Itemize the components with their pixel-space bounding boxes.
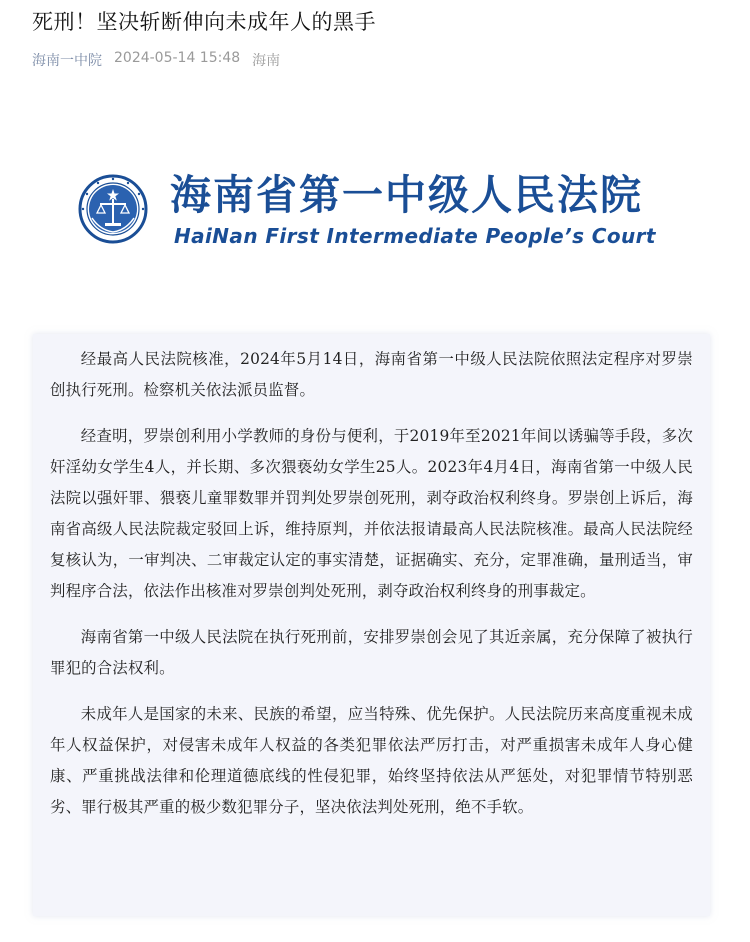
article-date: 2024-05-14 15:48 xyxy=(114,50,241,66)
article-title: 死刑！坚决斩断伸向未成年人的黑手 xyxy=(32,10,376,34)
article-body xyxy=(33,334,710,916)
article-paragraph: 经最高人民法院核准，2024年5月14日，海南省第一中级人民法院依照法定程序对罗崇创执行死刑。检察机关依法派员监督。 xyxy=(50,350,693,399)
court-banner xyxy=(78,170,656,260)
article-paragraph: 未成年人是国家的未来、民族的希望，应当特殊、优先保护。人民法院历来高度重视未成年人权益保护，对侵害未成年人权益的各类犯罪依法严厉打击，对严重损害未成年人身心健康、严重挑战法律和伦理道德底线的性侵犯罪，始终坚持依法从严惩处，对犯罪情节特别恶劣、罪行极其严重的极少数犯罪分子，坚决依法判处死刑，绝不手软。 xyxy=(50,705,693,816)
court-name-en: HaiNan First Intermediate People’s Court xyxy=(174,224,656,248)
article-paragraph: 海南省第一中级人民法院在执行死刑前，安排罗崇创会见了其近亲属，充分保障了被执行罪犯的合法权利。 xyxy=(50,628,693,677)
article-meta xyxy=(32,50,280,70)
article-paragraph: 经查明，罗崇创利用小学教师的身份与便利，于2019年至2021年间以诱骗等手段，多次奸淫幼女学生4人，并长期、多次猥亵幼女学生25人。2023年4月4日，海南省第一中级人民法院以强奸罪、猥亵儿童罪数罪并罚判处罗崇创死刑，剥夺政治权利终身。罗崇创上诉后，海南省高级人民法院裁定驳回上诉，维持原判，并依法报请最高人民法院核准。最高人民法院经复核认为，一审判决、二审裁定认定的事实清楚，证据确实、充分，定罪准确，量刑适当，审判程序合法，依法作出核准对罗崇创判处死刑，剥夺政治权利终身的刑事裁定。 xyxy=(50,427,693,600)
article-location: 海南 xyxy=(252,53,281,69)
court-emblem-icon xyxy=(78,174,148,244)
article-source-link[interactable]: 海南一中院 xyxy=(32,53,102,69)
court-name-zh: 海南省第一中级人民法院 xyxy=(170,171,643,219)
